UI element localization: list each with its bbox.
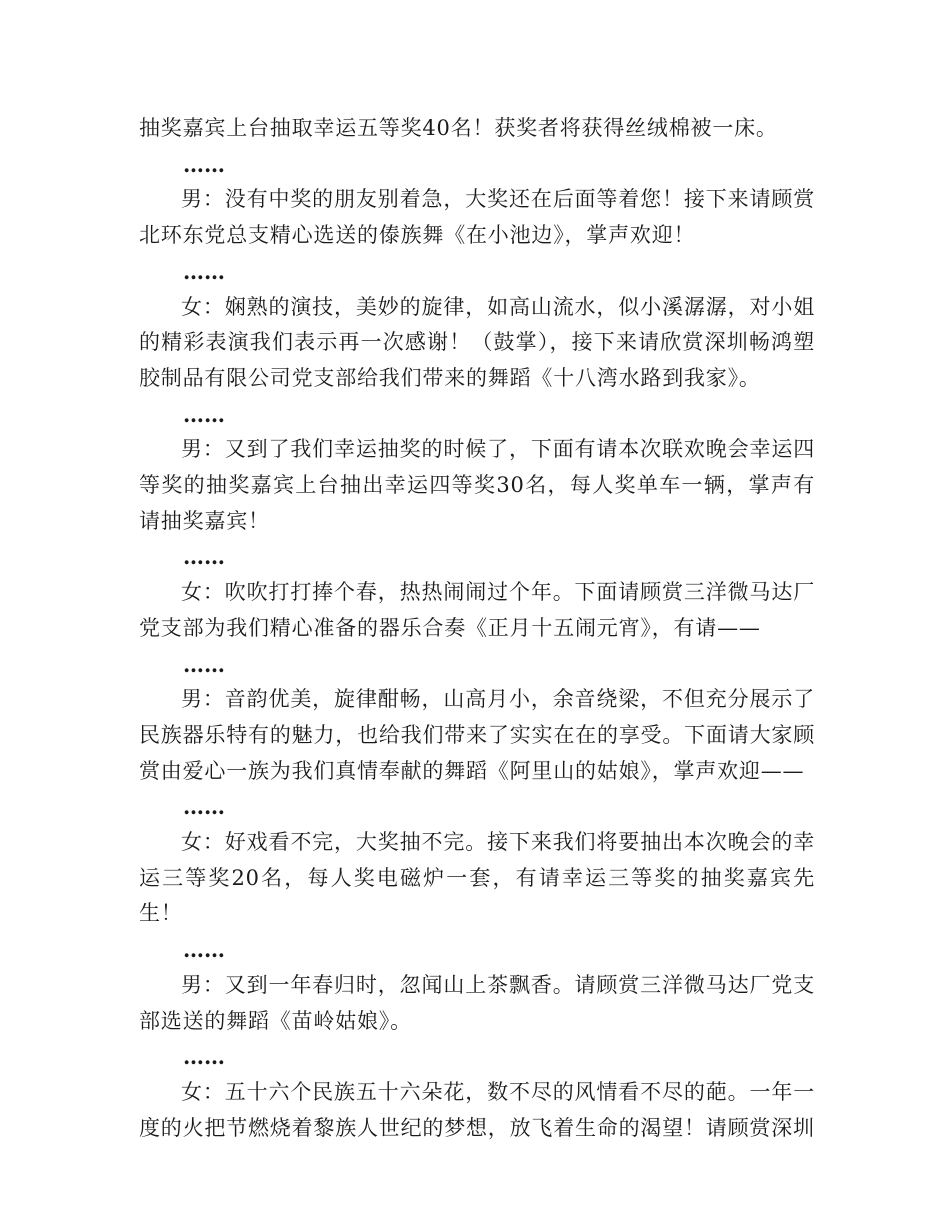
ellipsis-separator: …… (183, 794, 225, 820)
paragraph-prize-fifth: 抽奖嘉宾上台抽取幸运五等奖40名！获奖者将获得丝绒棉被一床。 (139, 116, 778, 140)
paragraph-female-prize-third: 女：好戏看不完，大奖抽不完。接下来我们将要抽出本次晚会的幸运三等奖20名，每人奖电磁炉一套，有请幸运三等奖的抽奖嘉宾先生！ (139, 830, 815, 926)
ellipsis-separator: …… (183, 544, 225, 570)
ellipsis-separator: …… (183, 937, 225, 963)
ellipsis-separator: …… (183, 401, 225, 427)
ellipsis-separator: …… (183, 258, 225, 284)
script-text-body (139, 111, 815, 1146)
paragraph-female-torch-festival: 女：五十六个民族五十六朵花，数不尽的风情看不尽的葩。一年一度的火把节燃烧着黎族人世纪的梦想，放飞着生命的渴望！请顾赏深圳 (139, 1079, 815, 1140)
ellipsis-separator: …… (183, 151, 225, 177)
paragraph-female-eighteen-bays: 女：娴熟的演技，美妙的旋律，如高山流水，似小溪潺潺，对小姐的精彩表演我们表示再一次感谢！（鼓掌），接下来请欣赏深圳畅鸿塑胶制品有限公司党支部给我们带来的舞蹈《十八湾水路到我家》。 (139, 294, 815, 390)
paragraph-male-prize-fourth: 男：又到了我们幸运抽奖的时候了，下面有请本次联欢晚会幸运四等奖的抽奖嘉宾上台抽出幸运四等奖30名，每人奖单车一辆，掌声有请抽奖嘉宾！ (139, 437, 815, 533)
ellipsis-separator: …… (183, 651, 225, 677)
paragraph-female-lantern-festival: 女：吹吹打打捧个春，热热闹闹过个年。下面请顾赏三洋微马达厂党支部为我们精心准备的器乐合奏《正月十五闹元宵》，有请—— (139, 580, 815, 640)
paragraph-male-miaoling-girl: 男：又到一年春归时，忽闻山上茶飘香。请顾赏三洋微马达厂党支部选送的舞蹈《苗岭姑娘》。 (139, 972, 815, 1033)
ellipsis-separator: …… (183, 1044, 225, 1070)
paragraph-male-alishan-girl: 男：音韵优美，旋律酣畅，山高月小，余音绕梁，不但充分展示了民族器乐特有的魅力，也给我们带来了实实在在的享受。下面请大家顾赏由爱心一族为我们真情奉献的舞蹈《阿里山的姑娘》，掌声欢迎—— (139, 687, 815, 783)
paragraph-male-dai-dance: 男：没有中奖的朋友别着急，大奖还在后面等着您！接下来请顾赏北环东党总支精心选送的傣族舞《在小池边》，掌声欢迎！ (139, 187, 815, 248)
